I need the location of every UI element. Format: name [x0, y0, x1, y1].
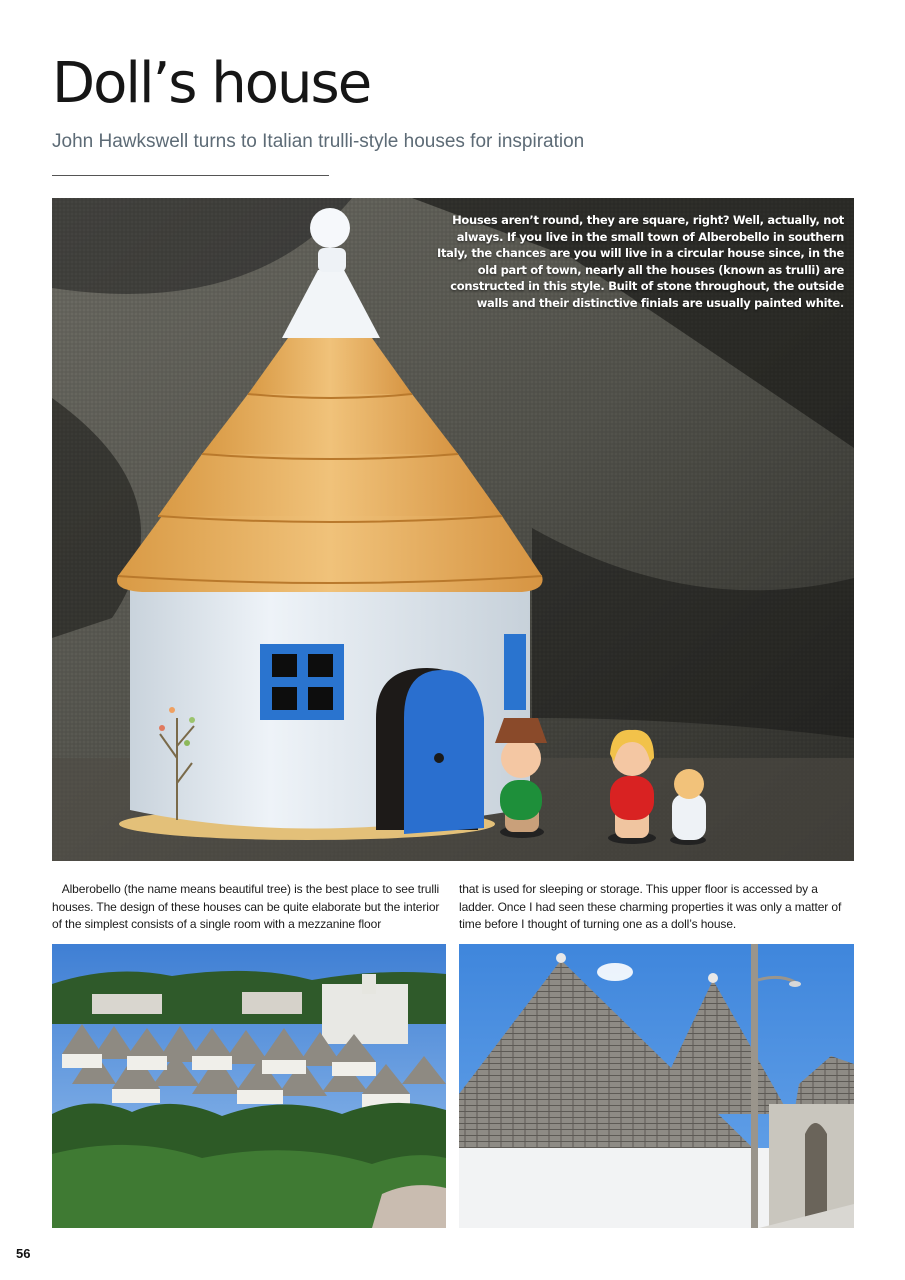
alberobello-town-photo — [52, 944, 446, 1228]
body-text-left — [52, 881, 445, 934]
body-text-left-content: Alberobello (the name means beautiful tree) is the best place to see trulli houses. The design of these houses can be quite elaborate but the interior of the simplest consists of a single room with a mezzanine floor — [52, 882, 440, 931]
town-illustration — [52, 944, 446, 1228]
body-text-right: that is used for sleeping or storage. This upper floor is accessed by a ladder. Once I had seen these charming properties it was only a matter of time before I thought of turning one as a doll’s house. — [459, 882, 842, 931]
page-number: 56 — [16, 1246, 31, 1261]
intro-text: Houses aren’t round, they are square, right? Well, actually, not always. If you live in the small town of Alberobello in southern Italy, the chances are you will live in a circular house since, in the old part of town, nearly all the houses (known as trulli) are constructed in this style. Built of stone throughout, the outside walls and their distinctive finials are usually painted white. — [436, 213, 844, 310]
article-title: Doll’s house — [52, 51, 371, 116]
trulli-illustration — [459, 944, 854, 1228]
trulli-roofs-photo — [459, 944, 854, 1228]
title-divider — [52, 175, 329, 176]
hero-photo — [52, 198, 854, 861]
article-subtitle: John Hawkswell turns to Italian trulli-style houses for inspiration — [52, 131, 585, 152]
